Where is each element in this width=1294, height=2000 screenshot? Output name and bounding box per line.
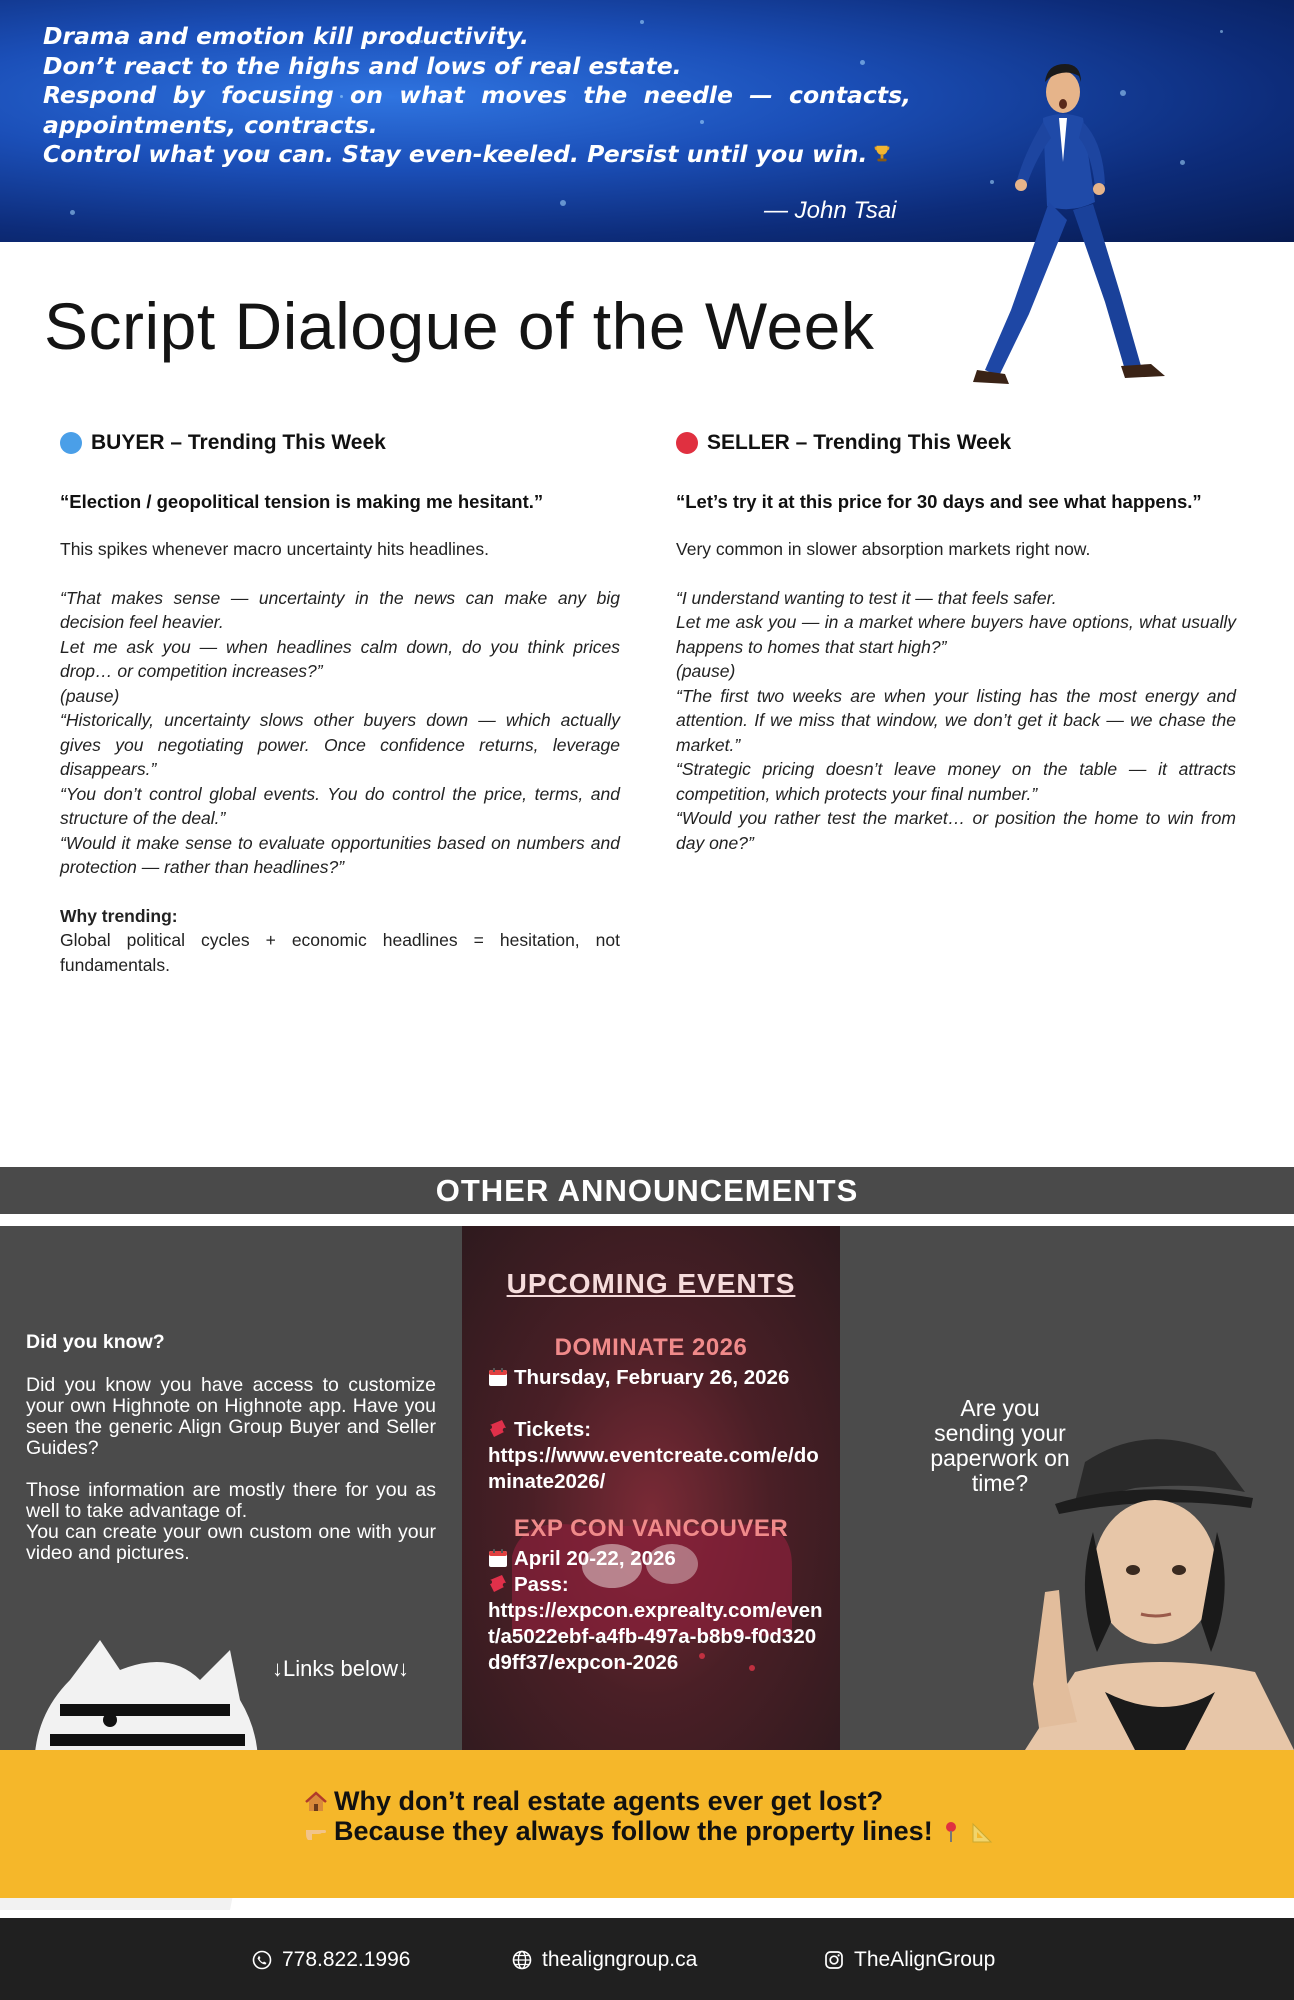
events-title: UPCOMING EVENTS bbox=[506, 1268, 796, 1299]
upcoming-events-panel bbox=[462, 1226, 840, 1750]
joke-question: Why don’t real estate agents ever get lost? bbox=[304, 1786, 1001, 1816]
quote-line: Respond by focusing on what moves the needle — contacts, bbox=[43, 81, 911, 109]
seller-intro: Very common in slower absorption markets right now. bbox=[676, 539, 1091, 559]
buyer-script bbox=[60, 586, 620, 880]
script-line: “Strategic pricing doesn’t leave money on the table — it attracts competition, which protects your final number.” bbox=[676, 759, 1236, 804]
links-below-label: ↓Links below↓ bbox=[272, 1656, 409, 1681]
script-line: “The first two weeks are when your listing has the most energy and attention. If we miss that window, we don’t get it back — we chase the market.” bbox=[676, 685, 1236, 755]
script-line: (pause) bbox=[60, 685, 120, 706]
script-line: (pause) bbox=[676, 661, 736, 681]
event-tickets-link[interactable]: https://www.eventcreate.com/e/dominate2026/ bbox=[488, 1444, 819, 1493]
buyer-section bbox=[60, 428, 620, 977]
seller-script bbox=[676, 586, 1236, 856]
pin-icon bbox=[941, 1820, 965, 1844]
footer-instagram[interactable]: TheAlignGroup bbox=[824, 1948, 995, 1972]
seller-heading: SELLER – Trending This Week bbox=[676, 428, 1236, 458]
buyer-heading: BUYER – Trending This Week bbox=[60, 428, 620, 458]
joke-answer: Because they always follow the property lines! bbox=[304, 1816, 1001, 1846]
announcements-bar: OTHER ANNOUNCEMENTS bbox=[0, 1167, 1294, 1214]
event-name: DOMINATE 2026 bbox=[554, 1334, 748, 1361]
script-line: “Would you rather test the market… or position the home to win from day one?” bbox=[676, 808, 1236, 853]
quote-line: Drama and emotion kill productivity. bbox=[43, 22, 529, 50]
ticket-icon bbox=[488, 1574, 508, 1594]
quote-line-last: Control what you can. Stay even-keeled. Persist until you win. bbox=[43, 140, 911, 170]
script-line: “Historically, uncertainty slows other buyers down — which actually gives you negotiating power. Once confidence returns, leverage disappears.” bbox=[60, 710, 620, 779]
did-you-know-text: You can create your own custom one with your video and pictures. bbox=[26, 1521, 436, 1564]
did-you-know-text: Those information are mostly there for you as well to take advantage of. bbox=[26, 1479, 436, 1522]
house-icon bbox=[304, 1790, 328, 1814]
script-line: “You don’t control global events. You do control the price, terms, and structure of the deal.” bbox=[60, 783, 620, 828]
did-you-know-heading: Did you know? bbox=[26, 1331, 165, 1353]
page-title: Script Dialogue of the Week bbox=[44, 289, 875, 363]
globe-icon bbox=[512, 1950, 532, 1970]
event-tickets-label: Tickets: bbox=[488, 1417, 828, 1443]
buyer-objection-quote: “Election / geopolitical tension is making me hesitant.” bbox=[60, 491, 544, 512]
seller-section bbox=[676, 428, 1236, 855]
event-name: EXP CON VANCOUVER bbox=[513, 1515, 789, 1542]
did-you-know-text: Did you know you have access to customize your own Highnote on Highnote app. Have you seen the generic Align Group Buyer and Seller Guides? bbox=[26, 1374, 436, 1459]
quote-line: appointments, contracts. bbox=[43, 110, 378, 139]
script-line: Let me ask you — in a market where buyers have options, what usually happens to homes that start high?” bbox=[676, 612, 1236, 657]
blue-circle-icon bbox=[60, 432, 82, 454]
joke-text bbox=[304, 1786, 1001, 1846]
footer-phone[interactable]: 778.822.1996 bbox=[252, 1948, 410, 1972]
hero-quote bbox=[43, 22, 911, 170]
why-trending-label: Why trending: bbox=[60, 905, 178, 926]
event-pass-label: Pass: bbox=[488, 1572, 828, 1598]
footer bbox=[0, 1918, 1294, 2000]
pointing-hand-icon bbox=[304, 1820, 328, 1844]
joke-banner bbox=[0, 1750, 1294, 1898]
red-circle-icon bbox=[676, 432, 698, 454]
woman-pointing-image bbox=[1015, 1422, 1294, 1750]
event-date: Thursday, February 26, 2026 bbox=[488, 1365, 828, 1391]
calendar-icon bbox=[488, 1548, 508, 1568]
phone-icon bbox=[252, 1950, 272, 1970]
script-line: Let me ask you — when headlines calm down, do you think prices drop… or competition increases?” bbox=[60, 636, 620, 681]
event-pass-link[interactable]: https://expcon.exprealty.com/event/a5022ebf-a4fb-497a-b8b9-f0d320d9ff37/expcon-2026 bbox=[488, 1599, 823, 1674]
ticket-icon bbox=[488, 1419, 508, 1439]
seller-objection-quote: “Let’s try it at this price for 30 days and see what happens.” bbox=[676, 491, 1202, 512]
did-you-know-panel bbox=[26, 1332, 436, 1564]
walking-man-image bbox=[955, 52, 1185, 432]
triangular-ruler-icon bbox=[971, 1820, 995, 1844]
script-line: “That makes sense — uncertainty in the news can make any big decision feel heavier. bbox=[60, 587, 620, 632]
event-date: April 20-22, 2026 bbox=[488, 1546, 828, 1572]
quote-author: — John Tsai bbox=[764, 197, 897, 224]
calendar-icon bbox=[488, 1367, 508, 1387]
footer-website[interactable]: thealigngroup.ca bbox=[512, 1948, 697, 1972]
why-trending-text: Global political cycles + economic headlines = hesitation, not fundamentals. bbox=[60, 930, 620, 975]
buyer-intro: This spikes whenever macro uncertainty hits headlines. bbox=[60, 539, 489, 559]
paperwork-question: Are you sending your paperwork on time? bbox=[930, 1395, 1070, 1496]
quote-line: Don’t react to the highs and lows of real estate. bbox=[43, 51, 682, 80]
trophy-icon bbox=[871, 143, 893, 165]
script-line: “I understand wanting to test it — that feels safer. bbox=[676, 587, 1057, 608]
script-line: “Would it make sense to evaluate opportunities based on numbers and protection — rather than headlines?” bbox=[60, 832, 620, 877]
instagram-icon bbox=[824, 1950, 844, 1970]
